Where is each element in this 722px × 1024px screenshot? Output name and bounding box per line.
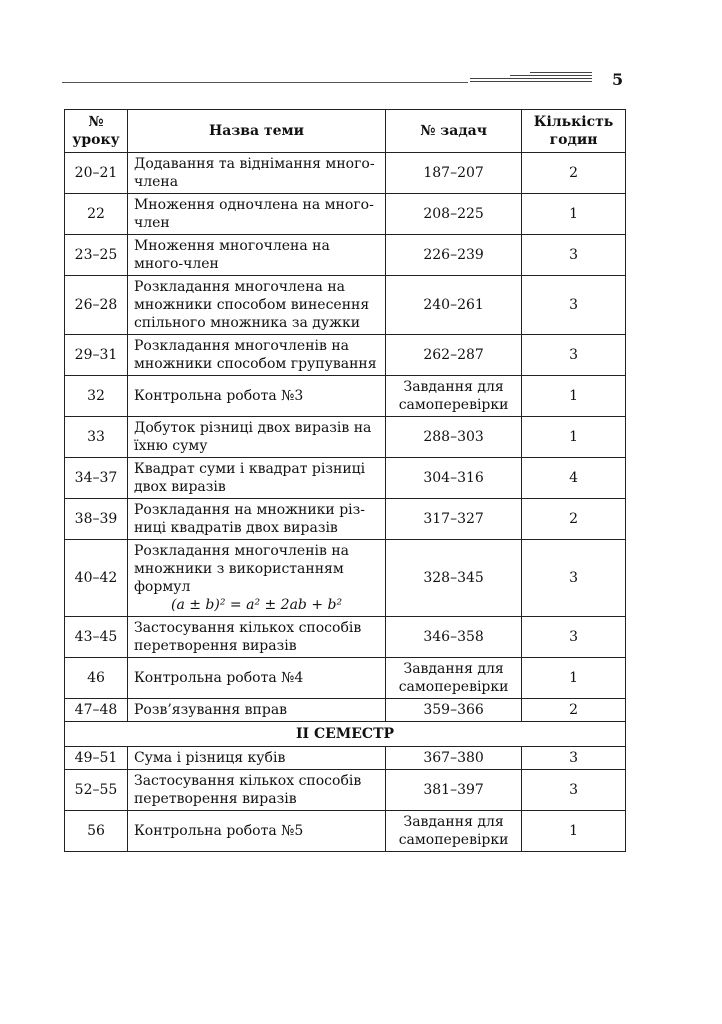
- tasks-cell: [386, 811, 522, 852]
- topic-cell: [127, 235, 385, 276]
- lesson-number-cell-text: 43–45: [74, 629, 118, 645]
- topic-cell: [127, 376, 385, 417]
- table-row: [65, 276, 626, 335]
- hours-cell-text: 1: [569, 388, 578, 404]
- lesson-number-cell-text: 49–51: [74, 750, 118, 766]
- table-row: [65, 617, 626, 658]
- page-number: 5: [612, 70, 624, 89]
- lesson-number-cell-text: 40–42: [74, 570, 118, 586]
- lesson-number-cell: [65, 747, 128, 770]
- hours-cell: [522, 540, 626, 617]
- hours-cell-text: 2: [569, 702, 578, 718]
- hours-cell-text: 3: [569, 750, 578, 766]
- lesson-number-cell: [65, 335, 128, 376]
- topic-cell: [127, 194, 385, 235]
- tasks-cell-text: 367–380: [423, 750, 484, 766]
- header-rule: [62, 82, 468, 83]
- topic-cell-text: Контрольна робота №3: [133, 388, 304, 404]
- topic-cell-text: Додавання та віднімання много-члена: [133, 156, 375, 190]
- lesson-number-cell-text: 56: [87, 823, 105, 839]
- topic-cell: [127, 658, 385, 699]
- header-decoration: [470, 72, 592, 84]
- hours-cell: [522, 699, 626, 722]
- table-row: [65, 699, 626, 722]
- tasks-cell: [386, 276, 522, 335]
- hours-cell: [522, 499, 626, 540]
- hours-cell: [522, 335, 626, 376]
- topic-cell-text: Контрольна робота №5: [133, 823, 304, 839]
- hours-cell-text: 4: [569, 470, 578, 486]
- tasks-cell: [386, 499, 522, 540]
- topic-cell: [127, 276, 385, 335]
- tasks-cell-text: 208–225: [423, 206, 484, 222]
- tasks-cell: [386, 335, 522, 376]
- lesson-number-cell: [65, 540, 128, 617]
- tasks-cell-text: Завдання для самоперевірки: [398, 379, 509, 413]
- lesson-number-cell-text: 26–28: [74, 297, 118, 313]
- hours-cell: [522, 747, 626, 770]
- tasks-cell-text: Завдання для самоперевірки: [398, 814, 509, 848]
- hours-cell: [522, 417, 626, 458]
- tasks-cell-text: 346–358: [423, 629, 484, 645]
- hours-cell: [522, 770, 626, 811]
- hours-cell: [522, 458, 626, 499]
- topic-cell-text: Множення многочлена на много-член: [133, 238, 330, 272]
- table-body-second-semester: [65, 747, 626, 852]
- lesson-number-cell-text: 52–55: [74, 782, 118, 798]
- tasks-cell: [386, 658, 522, 699]
- tasks-cell: [386, 747, 522, 770]
- lesson-number-cell: [65, 811, 128, 852]
- table-row: [65, 417, 626, 458]
- topic-cell-text: Розкладання многочлена на множники способом винесення спільного множника за дужки: [133, 279, 370, 331]
- tasks-cell: [386, 770, 522, 811]
- hours-cell-text: 1: [569, 670, 578, 686]
- tasks-cell: [386, 194, 522, 235]
- hours-cell: [522, 276, 626, 335]
- table-row: [65, 335, 626, 376]
- tasks-cell: [386, 153, 522, 194]
- topic-cell: [127, 747, 385, 770]
- hours-cell-text: 3: [569, 347, 578, 363]
- tasks-cell: [386, 235, 522, 276]
- hours-cell-text: 3: [569, 782, 578, 798]
- lesson-number-cell-text: 20–21: [74, 165, 118, 181]
- tasks-cell-text: 262–287: [423, 347, 484, 363]
- table-row: [65, 376, 626, 417]
- hours-cell-text: 1: [569, 429, 578, 445]
- header-topic: Назва теми: [127, 110, 385, 153]
- lesson-number-cell-text: 32: [87, 388, 105, 404]
- topic-cell: [127, 699, 385, 722]
- hours-cell: [522, 811, 626, 852]
- lesson-number-cell: [65, 235, 128, 276]
- lesson-number-cell-text: 29–31: [74, 347, 118, 363]
- hours-cell: [522, 376, 626, 417]
- hours-cell-text: 3: [569, 247, 578, 263]
- lesson-number-cell-text: 22: [87, 206, 105, 222]
- tasks-cell-text: Завдання для самоперевірки: [398, 661, 509, 695]
- tasks-cell: [386, 540, 522, 617]
- tasks-cell-text: 226–239: [423, 247, 484, 263]
- lesson-number-cell: [65, 276, 128, 335]
- topic-cell-text: Розкладання многочленів на множники з використанням формул: [133, 543, 350, 595]
- table-row: [65, 235, 626, 276]
- hours-cell: [522, 194, 626, 235]
- table-header-row: [65, 110, 626, 153]
- table-row: [65, 194, 626, 235]
- table-row: [65, 499, 626, 540]
- lesson-number-cell: [65, 617, 128, 658]
- tasks-cell: [386, 458, 522, 499]
- table-body-first-semester: [65, 153, 626, 722]
- lesson-number-cell-text: 34–37: [74, 470, 118, 486]
- tasks-cell-text: 317–327: [423, 511, 484, 527]
- table-row: [65, 458, 626, 499]
- tasks-cell-text: 304–316: [423, 470, 484, 486]
- lesson-number-cell-text: 38–39: [74, 511, 118, 527]
- tasks-cell-text: 381–397: [423, 782, 484, 798]
- lesson-number-cell: [65, 458, 128, 499]
- topic-cell-text: Розкладання многочленів на множники способом групування: [133, 338, 377, 372]
- tasks-cell: [386, 699, 522, 722]
- lesson-number-cell-text: 33: [87, 429, 105, 445]
- lesson-number-cell: [65, 699, 128, 722]
- table-row: [65, 658, 626, 699]
- topic-cell: [127, 417, 385, 458]
- topic-cell-text: Застосування кількох способів перетворення виразів: [133, 773, 362, 807]
- table-row: [65, 770, 626, 811]
- lesson-number-cell: [65, 376, 128, 417]
- semester-row: [65, 722, 626, 747]
- semester-label: II СЕМЕСТР: [65, 722, 626, 747]
- topic-cell: [127, 153, 385, 194]
- lesson-number-cell: [65, 658, 128, 699]
- lesson-number-cell: [65, 153, 128, 194]
- tasks-cell-text: 240–261: [423, 297, 484, 313]
- topic-cell-text: Розкладання на множники різ-ниці квадратів двох виразів: [133, 502, 366, 536]
- tasks-cell: [386, 376, 522, 417]
- header-lesson-number: № уроку: [65, 110, 128, 153]
- hours-cell-text: 1: [569, 823, 578, 839]
- table-row: [65, 747, 626, 770]
- topic-cell-text: Контрольна робота №4: [133, 670, 304, 686]
- lesson-number-cell-text: 47–48: [74, 702, 118, 718]
- hours-cell-text: 3: [569, 629, 578, 645]
- topic-cell-text: Множення одночлена на много-член: [133, 197, 374, 231]
- hours-cell-text: 2: [569, 511, 578, 527]
- lesson-plan-table: [64, 109, 626, 852]
- topic-cell-text: Розв’язування вправ: [133, 702, 288, 718]
- topic-cell: [127, 540, 385, 617]
- topic-cell: [127, 458, 385, 499]
- hours-cell-text: 3: [569, 570, 578, 586]
- header-hours: Кількість годин: [522, 110, 626, 153]
- tasks-cell: [386, 617, 522, 658]
- table-row: [65, 153, 626, 194]
- hours-cell: [522, 153, 626, 194]
- header-tasks: № задач: [386, 110, 522, 153]
- topic-cell-text: Добуток різниці двох виразів на їхню суму: [133, 420, 372, 454]
- topic-cell: [127, 499, 385, 540]
- table-row: [65, 540, 626, 617]
- hours-cell: [522, 235, 626, 276]
- hours-cell: [522, 658, 626, 699]
- topic-cell: [127, 770, 385, 811]
- lesson-number-cell: [65, 499, 128, 540]
- formula-text: (a ± b)² = a² ± 2ab + b²: [170, 597, 343, 613]
- topic-cell: [127, 811, 385, 852]
- topic-cell: [127, 617, 385, 658]
- hours-cell-text: 3: [569, 297, 578, 313]
- hours-cell: [522, 617, 626, 658]
- topic-cell-text: Застосування кількох способів перетворення виразів: [133, 620, 362, 654]
- lesson-number-cell: [65, 417, 128, 458]
- tasks-cell-text: 288–303: [423, 429, 484, 445]
- topic-cell-text: Сума і різниця кубів: [133, 750, 286, 766]
- hours-cell-text: 1: [569, 206, 578, 222]
- tasks-cell: [386, 417, 522, 458]
- lesson-number-cell-text: 23–25: [74, 247, 118, 263]
- tasks-cell-text: 187–207: [423, 165, 484, 181]
- lesson-number-cell-text: 46: [87, 670, 105, 686]
- topic-cell: [127, 335, 385, 376]
- hours-cell-text: 2: [569, 165, 578, 181]
- tasks-cell-text: 359–366: [423, 702, 484, 718]
- table-row: [65, 811, 626, 852]
- topic-cell-text: Квадрат суми і квадрат різниці двох виразів: [133, 461, 366, 495]
- lesson-number-cell: [65, 770, 128, 811]
- tasks-cell-text: 328–345: [423, 570, 484, 586]
- lesson-number-cell: [65, 194, 128, 235]
